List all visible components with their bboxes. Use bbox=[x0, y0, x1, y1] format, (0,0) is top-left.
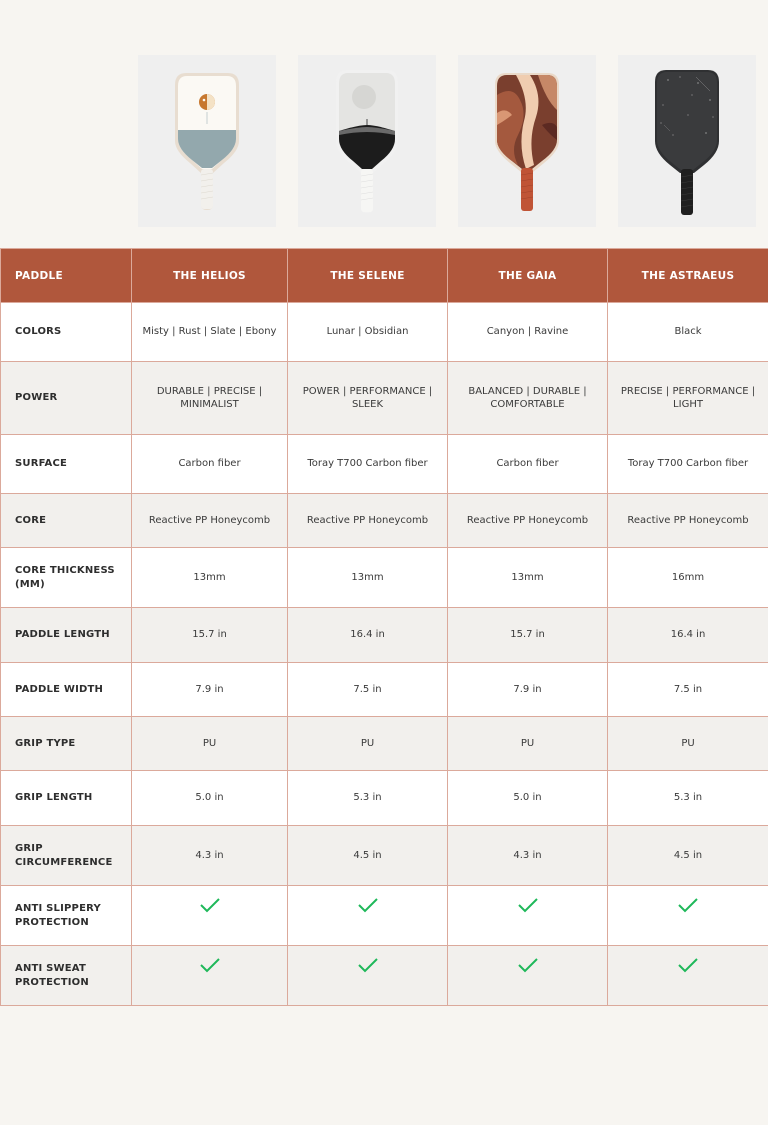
cell-helios: 7.9 in bbox=[132, 663, 288, 717]
table-row bbox=[1, 494, 768, 548]
row-label: SURFACE bbox=[1, 435, 132, 494]
cell-selene: PU bbox=[288, 717, 448, 771]
table-row bbox=[1, 717, 768, 771]
cell-helios: 4.3 in bbox=[132, 826, 288, 886]
table-row bbox=[1, 435, 768, 494]
cell-helios: Misty | Rust | Slate | Ebony bbox=[132, 303, 288, 362]
row-label: CORE bbox=[1, 494, 132, 548]
table-row bbox=[1, 548, 768, 608]
cell-astraeus: 5.3 in bbox=[608, 771, 768, 826]
cell-helios: 13mm bbox=[132, 548, 288, 608]
cell-gaia bbox=[448, 886, 608, 946]
cell-selene: Lunar | Obsidian bbox=[288, 303, 448, 362]
table-row bbox=[1, 826, 768, 886]
cell-astraeus: 4.5 in bbox=[608, 826, 768, 886]
header-product-helios: THE HELIOS bbox=[132, 249, 288, 303]
cell-selene: 16.4 in bbox=[288, 608, 448, 663]
cell-helios: Reactive PP Honeycomb bbox=[132, 494, 288, 548]
helios-paddle-illustration bbox=[138, 55, 276, 227]
cell-gaia: 7.9 in bbox=[448, 663, 608, 717]
check-icon bbox=[357, 957, 379, 973]
row-label: PADDLE WIDTH bbox=[1, 663, 132, 717]
cell-astraeus: 7.5 in bbox=[608, 663, 768, 717]
cell-gaia: PU bbox=[448, 717, 608, 771]
astraeus-paddle-illustration bbox=[618, 55, 756, 227]
table-row bbox=[1, 608, 768, 663]
cell-gaia: Reactive PP Honeycomb bbox=[448, 494, 608, 548]
header-product-astraeus: THE ASTRAEUS bbox=[608, 249, 768, 303]
cell-selene: 13mm bbox=[288, 548, 448, 608]
cell-selene: POWER | PERFORMANCE | SLEEK bbox=[288, 362, 448, 435]
check-icon bbox=[517, 897, 539, 913]
table-header-row bbox=[1, 249, 768, 303]
cell-astraeus: Reactive PP Honeycomb bbox=[608, 494, 768, 548]
cell-helios bbox=[132, 886, 288, 946]
cell-astraeus bbox=[608, 886, 768, 946]
gaia-paddle-image[interactable] bbox=[458, 55, 596, 227]
row-label: ANTI SWEAT PROTECTION bbox=[1, 946, 132, 1006]
cell-selene bbox=[288, 946, 448, 1006]
gaia-paddle-illustration bbox=[458, 55, 596, 227]
check-icon bbox=[517, 957, 539, 973]
product-images-row bbox=[0, 55, 768, 227]
astraeus-paddle-image[interactable] bbox=[618, 55, 756, 227]
header-product-selene: THE SELENE bbox=[288, 249, 448, 303]
table-row bbox=[1, 303, 768, 362]
cell-gaia: 15.7 in bbox=[448, 608, 608, 663]
row-label: POWER bbox=[1, 362, 132, 435]
cell-gaia bbox=[448, 946, 608, 1006]
cell-gaia: 13mm bbox=[448, 548, 608, 608]
cell-helios bbox=[132, 946, 288, 1006]
row-label: CORE THICKNESS (MM) bbox=[1, 548, 132, 608]
cell-gaia: 4.3 in bbox=[448, 826, 608, 886]
comparison-table bbox=[0, 248, 768, 1006]
table-row bbox=[1, 663, 768, 717]
row-label: GRIP TYPE bbox=[1, 717, 132, 771]
cell-helios: 5.0 in bbox=[132, 771, 288, 826]
table-row bbox=[1, 771, 768, 826]
cell-selene: Reactive PP Honeycomb bbox=[288, 494, 448, 548]
table-row bbox=[1, 886, 768, 946]
check-icon bbox=[199, 957, 221, 973]
cell-astraeus: PRECISE | PERFORMANCE | LIGHT bbox=[608, 362, 768, 435]
cell-selene bbox=[288, 886, 448, 946]
cell-astraeus: 16mm bbox=[608, 548, 768, 608]
cell-astraeus: Black bbox=[608, 303, 768, 362]
check-icon bbox=[677, 957, 699, 973]
selene-paddle-image[interactable] bbox=[298, 55, 436, 227]
cell-astraeus: PU bbox=[608, 717, 768, 771]
cell-astraeus: 16.4 in bbox=[608, 608, 768, 663]
check-icon bbox=[677, 897, 699, 913]
row-label: ANTI SLIPPERY PROTECTION bbox=[1, 886, 132, 946]
cell-helios: 15.7 in bbox=[132, 608, 288, 663]
cell-gaia: BALANCED | DURABLE | COMFORTABLE bbox=[448, 362, 608, 435]
cell-gaia: Canyon | Ravine bbox=[448, 303, 608, 362]
cell-astraeus: Toray T700 Carbon fiber bbox=[608, 435, 768, 494]
row-label: GRIP LENGTH bbox=[1, 771, 132, 826]
cell-astraeus bbox=[608, 946, 768, 1006]
table-row bbox=[1, 946, 768, 1006]
cell-gaia: Carbon fiber bbox=[448, 435, 608, 494]
selene-paddle-illustration bbox=[298, 55, 436, 227]
row-label: COLORS bbox=[1, 303, 132, 362]
cell-gaia: 5.0 in bbox=[448, 771, 608, 826]
helios-paddle-image[interactable] bbox=[138, 55, 276, 227]
cell-selene: 4.5 in bbox=[288, 826, 448, 886]
header-paddle-label: PADDLE bbox=[1, 249, 132, 303]
check-icon bbox=[199, 897, 221, 913]
cell-helios: PU bbox=[132, 717, 288, 771]
row-label: GRIP CIRCUMFERENCE bbox=[1, 826, 132, 886]
cell-selene: 5.3 in bbox=[288, 771, 448, 826]
table-row bbox=[1, 362, 768, 435]
cell-selene: Toray T700 Carbon fiber bbox=[288, 435, 448, 494]
cell-selene: 7.5 in bbox=[288, 663, 448, 717]
check-icon bbox=[357, 897, 379, 913]
cell-helios: Carbon fiber bbox=[132, 435, 288, 494]
cell-helios: DURABLE | PRECISE | MINIMALIST bbox=[132, 362, 288, 435]
row-label: PADDLE LENGTH bbox=[1, 608, 132, 663]
header-product-gaia: THE GAIA bbox=[448, 249, 608, 303]
